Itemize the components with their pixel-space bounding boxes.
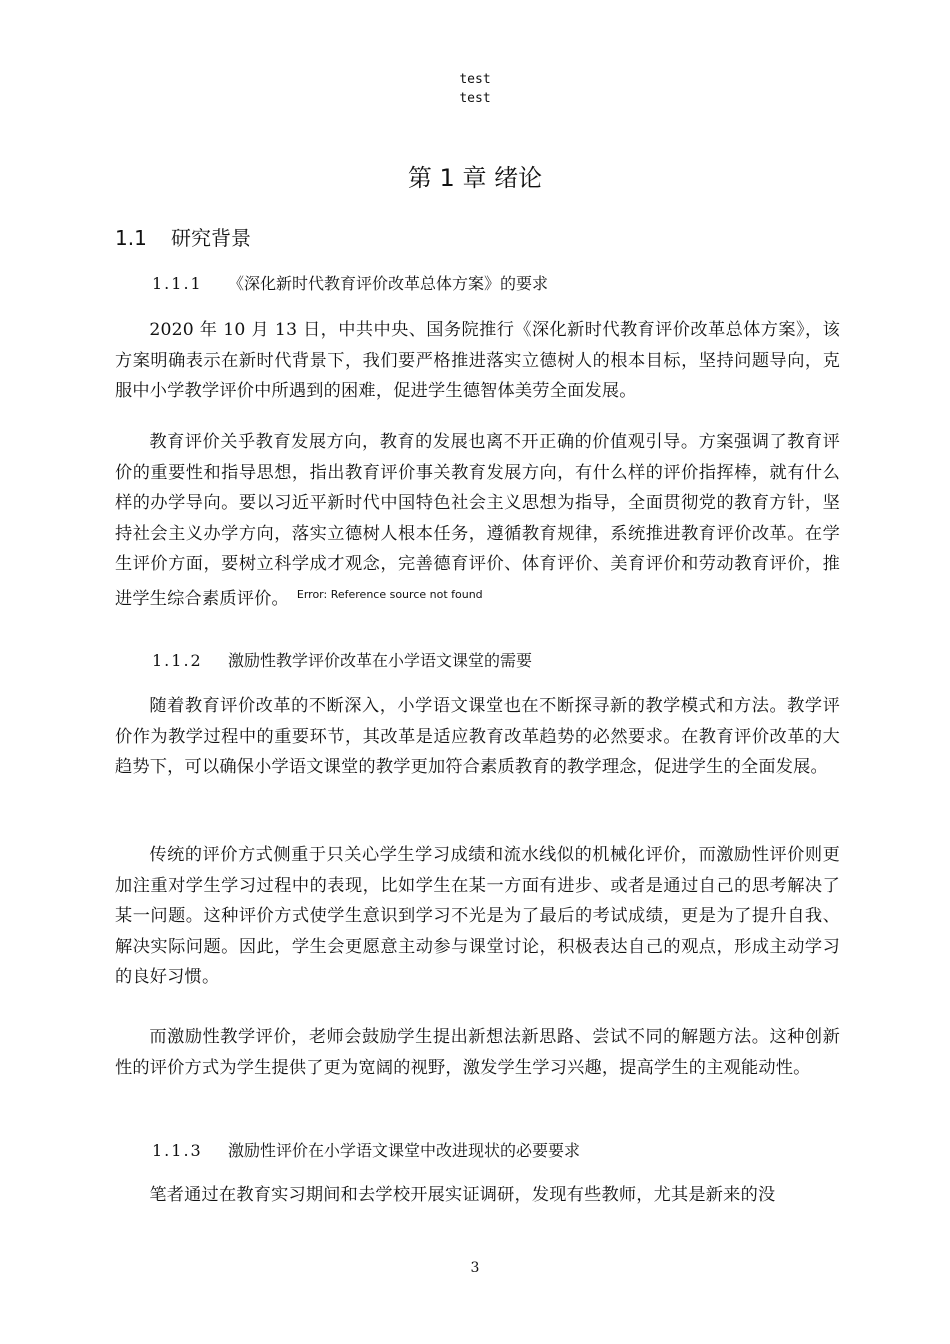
section-heading xyxy=(115,222,251,254)
paragraph: 而激励性教学评价，老师会鼓励学生提出新想法新思路、尝试不同的解题方法。这种创新性的评价方式为学生提供了更为宽阔的视野，激发学生学习兴趣，提高学生的主观能动性。 xyxy=(115,1027,840,1078)
subsection-number: 1.1.3 xyxy=(152,1141,203,1160)
page-number: 3 xyxy=(470,1260,480,1276)
subsection-title-text: 激励性教学评价改革在小学语文课堂的需要 xyxy=(228,651,533,670)
paragraph-with-reference xyxy=(115,427,840,614)
section-title-text: 研究背景 xyxy=(171,226,251,250)
paragraph: 随着教育评价改革的不断深入，小学语文课堂也在不断探寻新的教学模式和方法。教学评价作为教学过程中的重要环节，其改革是适应教育改革趋势的必然要求。在教育评价改革的大趋势下，可以确保小学语文课堂的教学更加符合素质教育的教学理念，促进学生的全面发展。 xyxy=(115,696,840,777)
paragraph: 笔者通过在教育实习期间和去学校开展实证调研，发现有些教师，尤其是新来的没 xyxy=(149,1185,776,1205)
subsection-heading-3 xyxy=(152,1138,580,1164)
section-number: 1.1 xyxy=(115,226,147,250)
chapter-title: 第 1 章 绪论 xyxy=(407,164,543,192)
subsection-title-text: 激励性评价在小学语文课堂中改进现状的必要要求 xyxy=(228,1141,581,1160)
paragraph: 2020 年 10 月 13 日，中共中央、国务院推行《深化新时代教育评价改革总体方案》，该方案明确表示在新时代背景下，我们要严格推进落实立德树人的根本目标，坚持问题导向，克服中小学教学评价中所遇到的困难，促进学生德智体美劳全面发展。 xyxy=(115,320,840,401)
subsection-heading-2 xyxy=(152,648,532,674)
header-line-1: test xyxy=(459,72,491,87)
reference-error-note: Error: Reference source not found xyxy=(296,587,483,601)
subsection-number: 1.1.2 xyxy=(152,651,203,670)
subsection-title-text: 《深化新时代教育评价改革总体方案》的要求 xyxy=(228,274,549,293)
subsection-heading-1 xyxy=(152,271,548,297)
header-line-2: test xyxy=(459,91,491,106)
subsection-number: 1.1.1 xyxy=(152,274,203,293)
paragraph-text: 教育评价关乎教育发展方向，教育的发展也离不开正确的价值观引导。方案强调了教育评价的重要性和指导思想，指出教育评价事关教育发展方向，有什么样的评价指挥棒，就有什么样的办学导向。要以习近平新时代中国特色社会主义思想为指导，全面贯彻党的教育方针，坚持社会主义办学方向，落实立德树人根本任务，遵循教育规律，系统推进教育评价改革。在学生评价方面，要树立科学成才观念，完善德育评价、体育评价、美育评价和劳动教育评价，推进学生综合素质评价。 xyxy=(115,432,840,609)
paragraph: 传统的评价方式侧重于只关心学生学习成绩和流水线似的机械化评价，而激励性评价则更加注重对学生学习过程中的表现，比如学生在某一方面有进步、或者是通过自己的思考解决了某一问题。这种评价方式使学生意识到学习不光是为了最后的考试成绩，更是为了提升自我、解决实际问题。因此，学生会更愿意主动参与课堂讨论，积极表达自己的观点，形成主动学习的良好习惯。 xyxy=(115,845,840,987)
page-header xyxy=(0,70,950,108)
